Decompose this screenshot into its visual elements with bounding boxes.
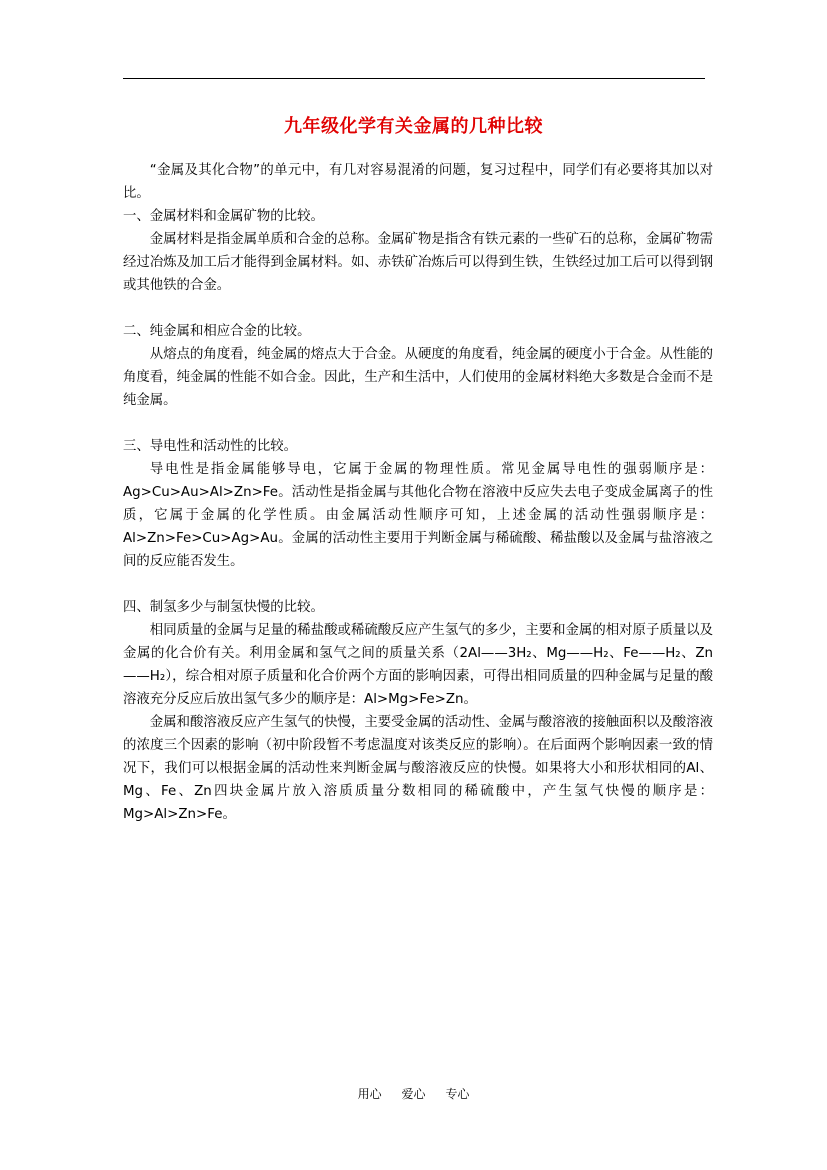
document-body xyxy=(123,159,713,826)
page-footer xyxy=(0,1085,827,1102)
header-rule xyxy=(123,78,705,79)
footer-item: 专心 xyxy=(445,1087,470,1101)
paragraph: 四、制氢多少与制氢快慢的比较。 xyxy=(123,600,324,615)
paragraph: 导电性是指金属能够导电，它属于金属的物理性质。常见金属导电性的强弱顺序是：Ag>Cu>Au>Al>Zn>Fe。活动性是指金属与其他化合物在溶液中反应失去电子变成金属离子的性质，它属于金属的化学性质。由金属活动性顺序可知，上述金属的活动性强弱顺序是：Al>Zn>Fe>Cu>Ag>Au。金属的活动性主要用于判断金属与稀硫酸、稀盐酸以及金属与盐溶液之间的反应能否发生。 xyxy=(123,462,713,569)
paragraph-gap xyxy=(123,412,713,435)
paragraph: 二、纯金属和相应合金的比较。 xyxy=(123,324,311,339)
paragraph-gap xyxy=(123,297,713,320)
footer-item: 爱心 xyxy=(401,1087,426,1101)
paragraph: 金属材料是指金属单质和合金的总称。金属矿物是指含有铁元素的一些矿石的总称，金属矿物需经过冶炼及加工后才能得到金属材料。如、赤铁矿冶炼后可以得到生铁，生铁经过加工后可以得到钢或其他铁的合金。 xyxy=(123,232,713,293)
paragraph: 一、金属材料和金属矿物的比较。 xyxy=(123,209,324,224)
paragraph: 金属和酸溶液反应产生氢气的快慢，主要受金属的活动性、金属与酸溶液的接触面积以及酸溶液的浓度三个因素的影响（初中阶段暂不考虑温度对该类反应的影响）。在后面两个影响因素一致的情况下，我们可以根据金属的活动性来判断金属与酸溶液反应的快慢。如果将大小和形状相同的Al、Mg、Fe、Zn四块金属片放入溶质质量分数相同的稀硫酸中，产生氢气快慢的顺序是：Mg>Al>Zn>Fe。 xyxy=(123,715,713,822)
paragraph: 三、导电性和活动性的比较。 xyxy=(123,439,298,454)
paragraph: 从熔点的角度看，纯金属的熔点大于合金。从硬度的角度看，纯金属的硬度小于合金。从性能的角度看，纯金属的性能不如合金。因此，生产和生活中，人们使用的金属材料绝大多数是合金而不是纯金属。 xyxy=(123,347,713,408)
paragraph: “金属及其化合物”的单元中，有几对容易混淆的问题，复习过程中，同学们有必要将其加以对比。 xyxy=(123,163,713,201)
paragraph-gap xyxy=(123,573,713,596)
paragraph: 相同质量的金属与足量的稀盐酸或稀硫酸反应产生氢气的多少，主要和金属的相对原子质量以及金属的化合价有关。利用金属和氢气之间的质量关系（2Al——3H₂、Mg——H₂、Fe——H₂、Zn——H₂），综合相对原子质量和化合价两个方面的影响因素，可得出相同质量的四种金属与足量的酸溶液充分反应后放出氢气多少的顺序是：Al>Mg>Fe>Zn。 xyxy=(123,623,713,707)
page-title: 九年级化学有关金属的几种比较 xyxy=(284,116,543,137)
footer-item: 用心 xyxy=(357,1087,382,1101)
